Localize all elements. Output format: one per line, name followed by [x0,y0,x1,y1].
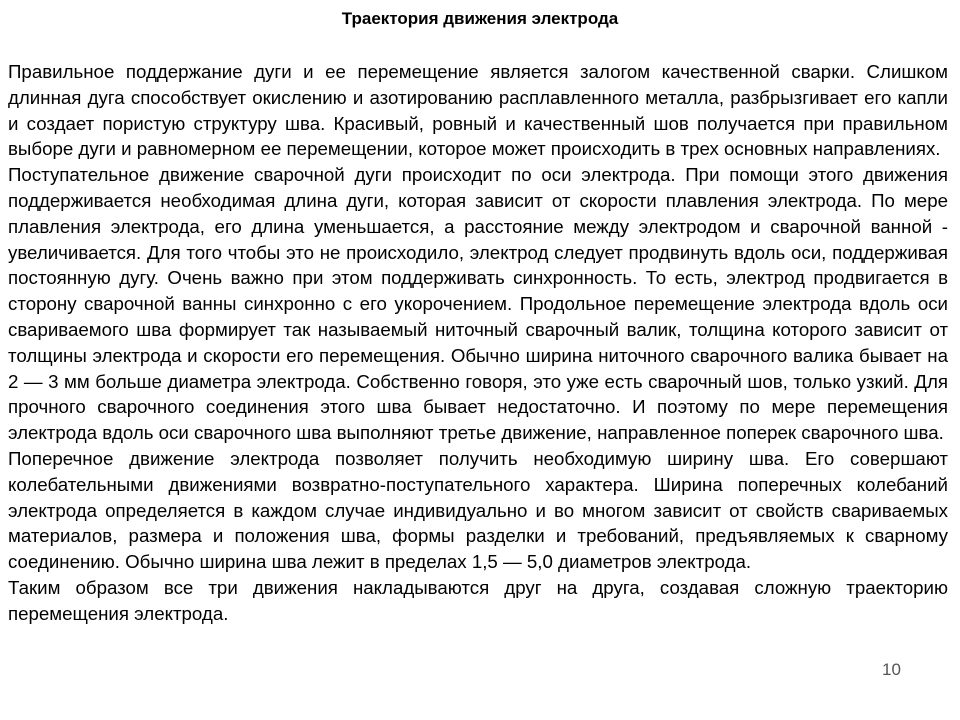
paragraph-transverse-movement: Поперечное движение электрода позволяет получить необходимую ширину шва. Его совершают колебательными движениями возвратно-поступательного характера. Ширина поперечных колебаний электрода определяется в каждом случае индивидуально и во многом зависит от свойств свариваемых материалов, размера и положения шва, формы разделки и требований, предъявляемых к сварному соединению. Обычно ширина шва лежит в пределах 1,5 — 5,0 диаметров электрода. [8,447,948,573]
page-title: Траектория движения электрода [341,9,619,28]
paragraph-conclusion: Таким образом все три движения накладываются друг на друга, создавая сложную траекторию перемещения электрода. [8,576,948,624]
body-text [8,59,948,627]
paragraph-translational-movement: Поступательное движение сварочной дуги происходит по оси электрода. При помощи этого движения поддерживается необходимая длина дуги, которая зависит от скорости плавления электрода. По мере плавления электрода, его длина уменьшается, а расстояние между электродом и сварочной ванной - увеличивается. Для того чтобы это не происходило, электрод следует продвинуть вдоль оси, поддерживая постоянную дугу. Очень важно при этом поддерживать синхронность. То есть, электрод продвигается в сторону сварочной ванны синхронно с его укорочением. Продольное перемещение электрода вдоль оси свариваемого шва формирует так называемый ниточный сварочный валик, толщина которого зависит от толщины электрода и скорости его перемещения. Обычно ширина ниточного сварочного валика бывает на 2 — 3 мм больше диаметра электрода. Собственно говоря, это уже есть сварочный шов, только узкий. Для прочного сварочного соединения этого шва бывает недостаточно. И поэтому по мере перемещения электрода вдоль оси сварочного шва выполняют третье движение, направленное поперек сварочного шва. [8,164,948,444]
paragraph-intro: Правильное поддержание дуги и ее перемещение является залогом качественной сварки. Слишком длинная дуга способствует окислению и азотированию расплавленного металла, разбрызгивает его капли и создает пористую структуру шва. Красивый, ровный и качественный шов получается при правильном выборе дуги и равномерном ее перемещении, которое может происходить в трех основных направлениях. [8,61,948,160]
page-number: 10 [882,660,901,679]
